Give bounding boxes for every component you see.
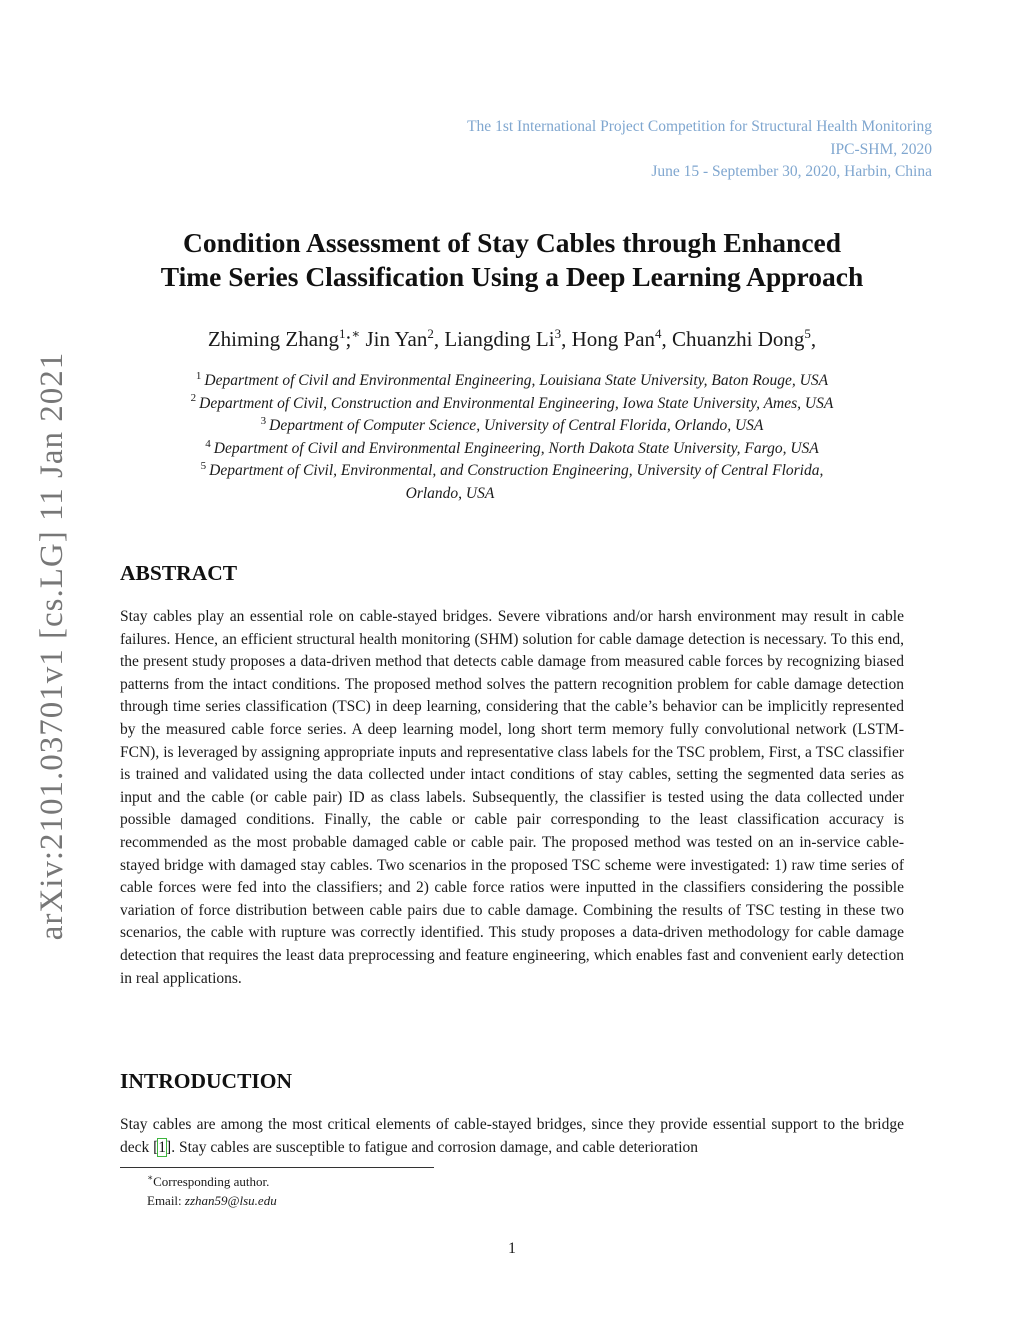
affiliation-list bbox=[0, 370, 1024, 506]
introduction-body: Stay cables are among the most critical elements of cable-stayed bridges, since they provide essential support to the bridge deck [1]. Stay cables are susceptible to fatigue and corrosion damage, and cable deterioration bbox=[120, 1116, 904, 1156]
paper-title bbox=[0, 226, 1024, 294]
arxiv-identifier: arXiv:2101.03701v1 [cs.LG] 11 Jan 2021 bbox=[34, 351, 70, 941]
author: Zhiming Zhang$^1$;∗ bbox=[207, 326, 361, 351]
introduction-heading: INTRODUCTION bbox=[120, 1069, 293, 1093]
footnote-email: Email: zzhan59@lsu.edu bbox=[147, 1193, 277, 1208]
affiliation: $^1$ Department of Civil and Environmental Engineering, Louisiana State University, Baton Rouge, USA bbox=[195, 369, 829, 389]
citation-link[interactable]: 1 bbox=[158, 1138, 167, 1156]
affiliation: $^2$ Department of Civil, Construction and Environmental Engineering, Iowa State University, Ames, USA bbox=[190, 392, 834, 412]
conference-name: The 1st International Project Competition for Structural Health Monitoring bbox=[467, 118, 932, 135]
footnote bbox=[147, 1172, 277, 1210]
affiliation: $^3$ Department of Computer Science, University of Central Florida, Orlando, USA bbox=[260, 415, 764, 435]
conference-header bbox=[467, 116, 932, 184]
abstract-heading: ABSTRACT bbox=[120, 561, 238, 585]
author: Jin Yan$^2$, bbox=[365, 326, 440, 351]
footnote-corresponding: ∗Corresponding author. bbox=[147, 1172, 270, 1189]
page-number: 1 bbox=[508, 1240, 516, 1257]
author: Liangding Li$^3$, bbox=[444, 326, 567, 351]
title-line-1: Condition Assessment of Stay Cables through Enhanced bbox=[182, 227, 842, 258]
affiliation: $^4$ Department of Civil and Environmental Engineering, North Dakota State University, Fargo, USA bbox=[205, 437, 819, 457]
abstract-body: Stay cables play an essential role on cable-stayed bridges. Severe vibrations and/or harsh environment may result in cable failures. Hence, an efficient structural health monitoring (SHM) solution for cable damage detection is necessary. To this end, the present study proposes a data-driven method that detects cable damage from measured cable forces by recognizing biased patterns from the intact conditions. The proposed method solves the pattern recognition problem for cable damage detection through time series classification (TSC) in deep learning, considering that the cable’s behavior can be implicitly represented by the measured cable force series. A deep learning model, long short term memory fully convolutional network (LSTM-FCN), is leveraged by assigning appropriate inputs and representative class labels for the TSC problem, First, a TSC classifier is trained and validated using the data collected under intact conditions of stay cables, setting the segmented data series as input and the cable (or cable pair) ID as class labels. Subsequently, the classifier is tested using the data collected under possible damaged conditions. Finally, the cable or cable pair corresponding to the least classification accuracy is recommended as the most probable damaged cable or cable pair. The proposed method was tested on an in-service cable-stayed bridge with damaged stay cables. Two scenarios in the proposed TSC scheme were investigated: 1) raw time series of cable forces were fed into the classifiers; and 2) cable force ratios were inputted in the classifiers considering the possible variation of force distribution between cable pairs due to cable damage. Combining the results of TSC testing in these two scenarios, the cable with rupture was correctly identified. This study proposes a data-driven methodology for cable damage detection that requires the least data preprocessing and feature engineering, which enables fast and convenient early detection in real applications. bbox=[120, 608, 904, 987]
author-list bbox=[0, 325, 1024, 353]
affiliation-continued: Orlando, USA bbox=[405, 484, 495, 502]
affiliation: $^5$ Department of Civil, Environmental, and Construction Engineering, University of Central Florida, bbox=[200, 460, 824, 480]
author: Chuanzhi Dong$^5$, bbox=[672, 326, 817, 351]
conference-acronym: IPC-SHM, 2020 bbox=[830, 140, 932, 158]
title-line-2: Time Series Classification Using a Deep Learning Approach bbox=[160, 261, 864, 292]
author: Hong Pan$^4$, bbox=[571, 326, 667, 351]
footnote-divider bbox=[120, 1167, 434, 1168]
conference-dates: June 15 - September 30, 2020, Harbin, China bbox=[651, 163, 932, 180]
